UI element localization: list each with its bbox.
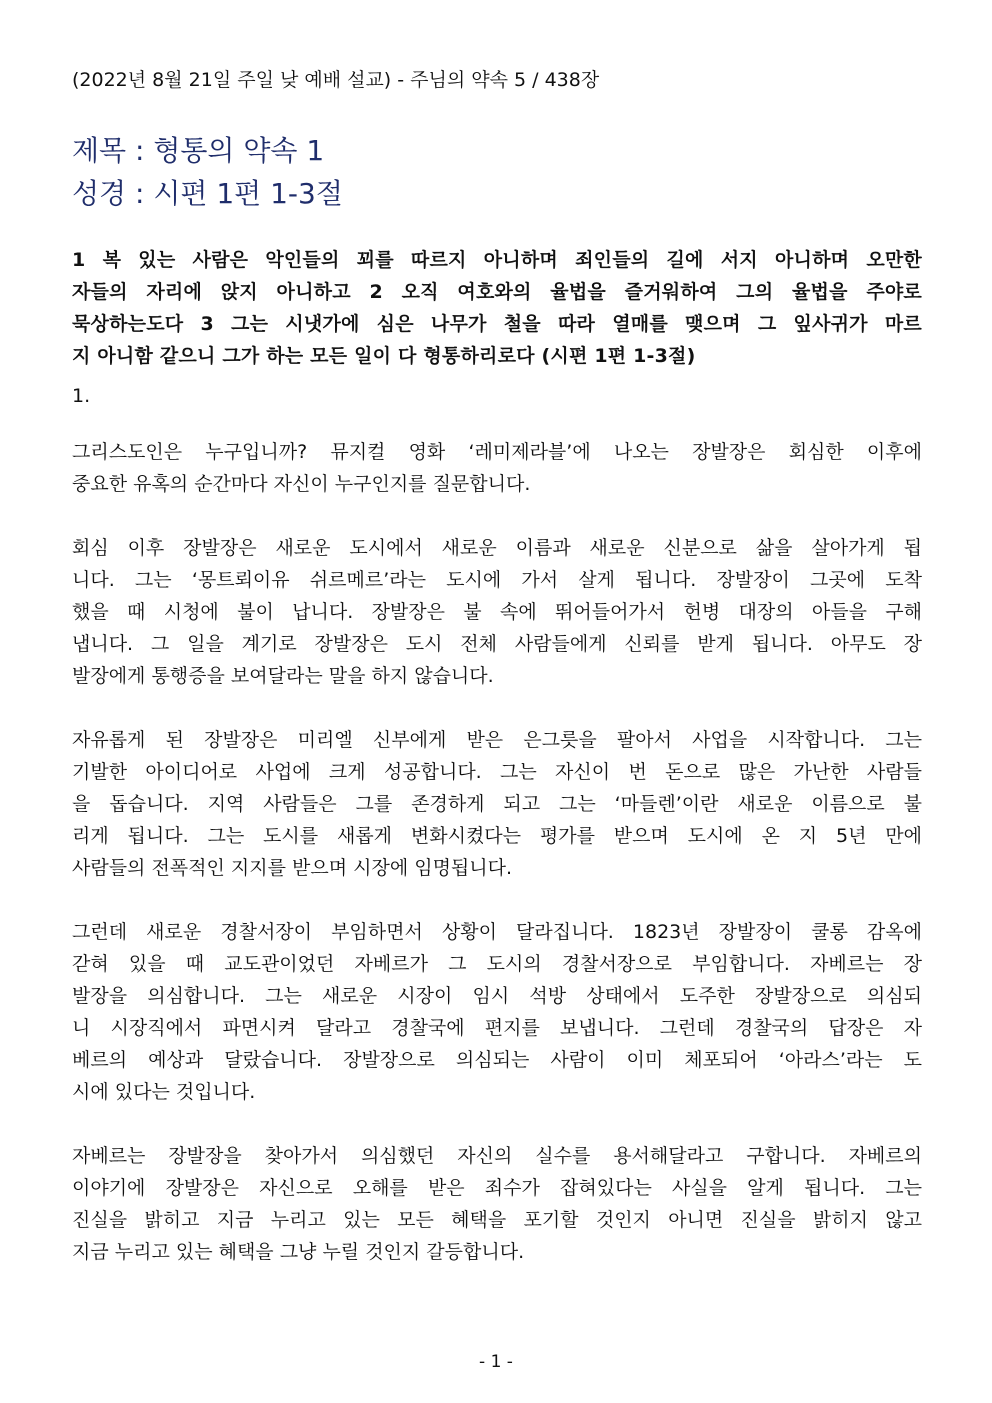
- paragraph-line: 회심 이후 장발장은 새로운 도시에서 새로운 이름과 새로운 신분으로 삶을 살아가게 됩: [72, 537, 922, 559]
- body-paragraph: [72, 916, 922, 1108]
- paragraph-line: 자유롭게 된 장발장은 미리엘 신부에게 받은 은그릇을 팔아서 사업을 시작합니다. 그는: [72, 729, 922, 751]
- body-paragraph: [72, 436, 922, 500]
- scripture-line: 지 아니함 같으니 그가 하는 모든 일이 다 형통하리로다 (시편 1편 1-3절): [72, 345, 696, 367]
- body-paragraph: [72, 724, 922, 884]
- scripture-line: 자들의 자리에 앉지 아니하고 2 오직 여호와의 율법을 즐거워하여 그의 율법을 주야로: [72, 281, 922, 303]
- paragraph-line: 했을 때 시청에 불이 납니다. 장발장은 불 속에 뛰어들어가서 헌병 대장의 아들을 구해: [72, 601, 922, 623]
- paragraph-line: 발장에게 통행증을 보여달라는 말을 하지 않습니다.: [72, 665, 494, 687]
- paragraph-line: 사람들의 전폭적인 지지를 받으며 시장에 임명됩니다.: [72, 857, 513, 879]
- body-paragraph: [72, 1140, 922, 1268]
- body-paragraph: [72, 532, 922, 692]
- paragraph-line: 니다. 그는 ‘몽트뢰이유 쉬르메르’라는 도시에 가서 살게 됩니다. 장발장이 그곳에 도착: [72, 569, 922, 591]
- paragraph-line: 자베르는 장발장을 찾아가서 의심했던 자신의 실수를 용서해달라고 구합니다. 자베르의: [72, 1145, 922, 1167]
- scripture-line: 묵상하는도다 3 그는 시냇가에 심은 나무가 철을 따라 열매를 맺으며 그 잎사귀가 마르: [72, 313, 922, 335]
- paragraph-line: 기발한 아이디어로 사업에 크게 성공합니다. 그는 자신이 번 돈으로 많은 가난한 사람들: [72, 761, 922, 783]
- paragraph-line: 지금 누리고 있는 혜택을 그냥 누릴 것인지 갈등합니다.: [72, 1241, 525, 1263]
- sermon-header: (2022년 8월 21일 주일 낮 예배 설교) - 주님의 약속 5 / 438장: [72, 69, 600, 91]
- paragraph-line: 발장을 의심합니다. 그는 새로운 시장이 임시 석방 상태에서 도주한 장발장으로 의심되: [72, 985, 922, 1007]
- paragraph-line: 중요한 유혹의 순간마다 자신이 누구인지를 질문합니다.: [72, 473, 531, 495]
- paragraph-line: 갇혀 있을 때 교도관이었던 자베르가 그 도시의 경찰서장으로 부임합니다. 자베르는 장: [72, 953, 922, 975]
- section-number: 1.: [72, 385, 91, 407]
- scripture-reference: 성경 : 시편 1편 1-3절: [72, 177, 343, 210]
- paragraph-line: 진실을 밝히고 지금 누리고 있는 모든 혜택을 포기할 것인지 아니면 진실을 밝히지 않고: [72, 1209, 922, 1231]
- scripture-passage: [72, 244, 922, 372]
- paragraph-line: 니 시장직에서 파면시켜 달라고 경찰국에 편지를 보냅니다. 그런데 경찰국의 답장은 자: [72, 1017, 922, 1039]
- paragraph-line: 그런데 새로운 경찰서장이 부임하면서 상황이 달라집니다. 1823년 장발장이 쿨롱 감옥에: [72, 921, 922, 943]
- paragraph-line: 베르의 예상과 달랐습니다. 장발장으로 의심되는 사람이 이미 체포되어 ‘아라스’라는 도: [72, 1049, 922, 1071]
- paragraph-line: 시에 있다는 것입니다.: [72, 1081, 256, 1103]
- paragraph-line: 리게 됩니다. 그는 도시를 새롭게 변화시켰다는 평가를 받으며 도시에 온 지 5년 만에: [72, 825, 922, 847]
- sermon-title: 제목 : 형통의 약속 1: [72, 134, 325, 167]
- paragraph-line: 냅니다. 그 일을 계기로 장발장은 도시 전체 사람들에게 신뢰를 받게 됩니다. 아무도 장: [72, 633, 922, 655]
- scripture-line: 1 복 있는 사람은 악인들의 꾀를 따르지 아니하며 죄인들의 길에 서지 아니하며 오만한: [72, 249, 922, 271]
- paragraph-line: 을 돕습니다. 지역 사람들은 그를 존경하게 되고 그는 ‘마들렌’이란 새로운 이름으로 불: [72, 793, 922, 815]
- page-number: - 1 -: [479, 1352, 513, 1372]
- paragraph-line: 그리스도인은 누구입니까? 뮤지컬 영화 ‘레미제라블’에 나오는 장발장은 회심한 이후에: [72, 441, 922, 463]
- paragraph-line: 이야기에 장발장은 자신으로 오해를 받은 죄수가 잡혀있다는 사실을 알게 됩니다. 그는: [72, 1177, 922, 1199]
